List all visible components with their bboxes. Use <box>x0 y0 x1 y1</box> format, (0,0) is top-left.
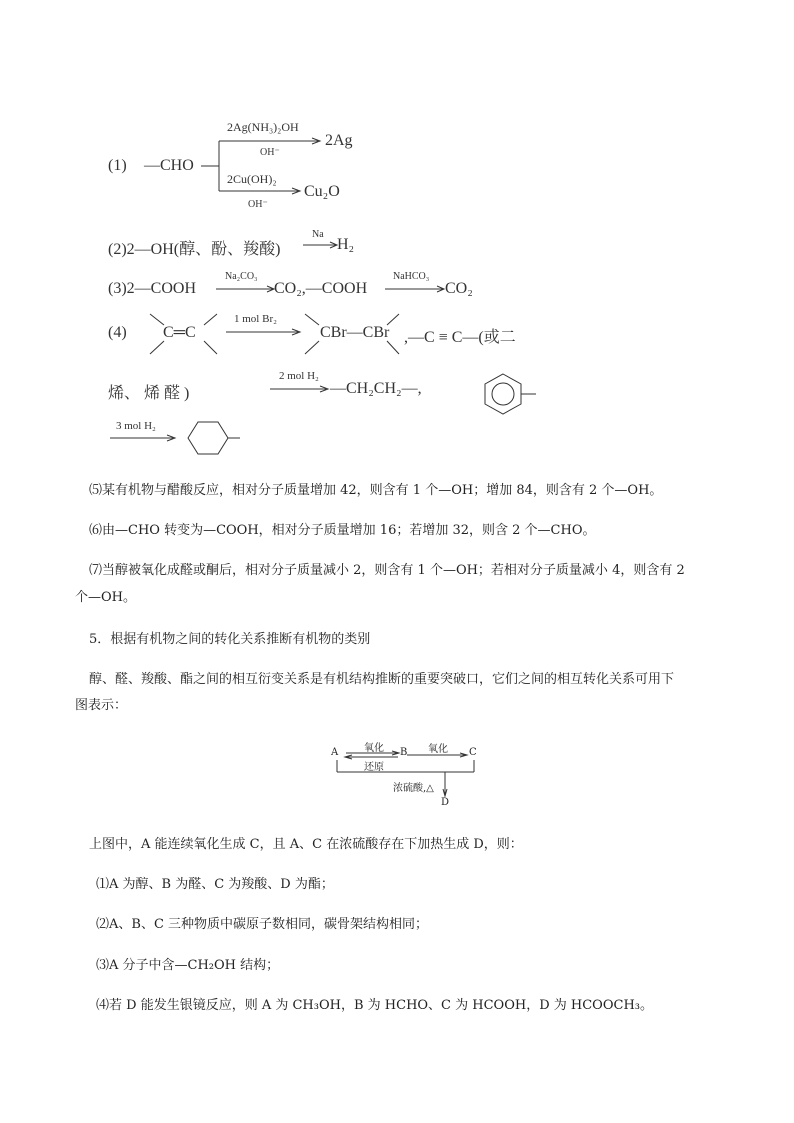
formula-3-reagent-1: Na₂CO₃ <box>225 271 258 282</box>
conclusion-intro: 上图中，A 能连续氧化生成 C，且 A、C 在浓硫酸存在下加热生成 D，则： <box>89 837 523 852</box>
diagram-reduction: 还原 <box>364 762 384 773</box>
formula-4-reagent-2: 2 mol H₂ <box>279 370 319 382</box>
diagram-a: A <box>331 747 339 758</box>
intro-line-1: 醇、醛、羧酸、酯之间的相互衍变关系是有机结构推断的重要突破口，它们之间的相互转化关系可用下 <box>89 672 675 687</box>
conclusion-1: ⑴A 为醇、B 为醛、C 为羧酸、D 为酯； <box>96 877 334 892</box>
formula-2-product: H₂ <box>337 236 355 253</box>
formula-3-product: CO₂ <box>445 280 473 297</box>
formula-4-reagent-3: 3 mol H₂ <box>116 420 156 432</box>
formula-4-number: (4) <box>108 324 127 341</box>
diagram-d: D <box>441 797 450 808</box>
formula-1-product-bottom: Cu₂O <box>304 183 340 200</box>
intro-line-2: 图表示： <box>75 698 128 713</box>
formula-1-reagent-top: 2Ag(NH₃)₂OH <box>227 120 299 134</box>
formula-1-number: (1) <box>108 157 127 174</box>
conclusion-2: ⑵A、B、C 三种物质中碳原子数相同，碳骨架结构相同； <box>96 917 429 932</box>
diagram-c: C <box>469 747 477 758</box>
paragraph-5: ⑸某有机物与醋酸反应，相对分子质量增加 42，则含有 1 个—OH；增加 84，则含有 2 个—OH。 <box>89 483 663 498</box>
formula-4-alkene: C═C <box>163 324 196 341</box>
paragraph-7-line-2: 个—OH。 <box>75 590 136 605</box>
diagram-oxidation-1: 氧化 <box>364 743 384 754</box>
section-heading-5: 5．根据有机物之间的转化关系推断有机物的类别 <box>89 632 371 647</box>
formula-1-reagent-bottom: 2Cu(OH)₂ <box>227 172 277 186</box>
conclusion-4: ⑷若 D 能发生银镜反应，则 A 为 CH₃OH，B 为 HCHO、C 为 HCOOH，D 为 HCOOCH₃。 <box>96 998 653 1013</box>
formula-3-reagent-2: NaHCO₃ <box>393 271 430 282</box>
formula-1-condition-top: OH⁻ <box>260 147 280 158</box>
formula-1-condition-bottom: OH⁻ <box>248 199 268 210</box>
formula-4-tail: ,—C ≡ C—(或二 <box>404 329 516 346</box>
conclusion-3: ⑶A 分子中含—CH₂OH 结构； <box>96 958 280 973</box>
diagram-oxidation-2: 氧化 <box>428 744 448 755</box>
formula-1-group: —CHO <box>144 157 194 174</box>
formula-4-product-2: —CH₂CH₂—, <box>330 380 422 397</box>
formula-1-product-top: 2Ag <box>325 132 353 149</box>
formula-2-left: (2)2—OH(醇、酚、羧酸) <box>108 241 281 258</box>
formula-4-line-2: 烯、 烯 醛 ) <box>108 385 190 402</box>
formula-4-product: CBr—CBr <box>320 324 390 341</box>
diagram-b: B <box>400 747 408 758</box>
formula-3-left: (3)2—COOH <box>108 280 196 297</box>
paragraph-7-line-1: ⑺当醇被氧化成醛或酮后，相对分子质量减小 2，则含有 1 个—OH；若相对分子质量减小 4，则含有 2 <box>89 563 685 578</box>
paragraph-6: ⑹由—CHO 转变为—COOH，相对分子质量增加 16；若增加 32，则含 2 个—CHO。 <box>89 523 596 538</box>
formula-4-reagent: 1 mol Br₂ <box>234 313 277 325</box>
formula-3-middle: CO₂,—COOH <box>274 280 368 297</box>
diagram-acid-condition: 浓硫酸,△ <box>393 783 434 794</box>
formula-2-reagent: Na <box>312 229 324 240</box>
